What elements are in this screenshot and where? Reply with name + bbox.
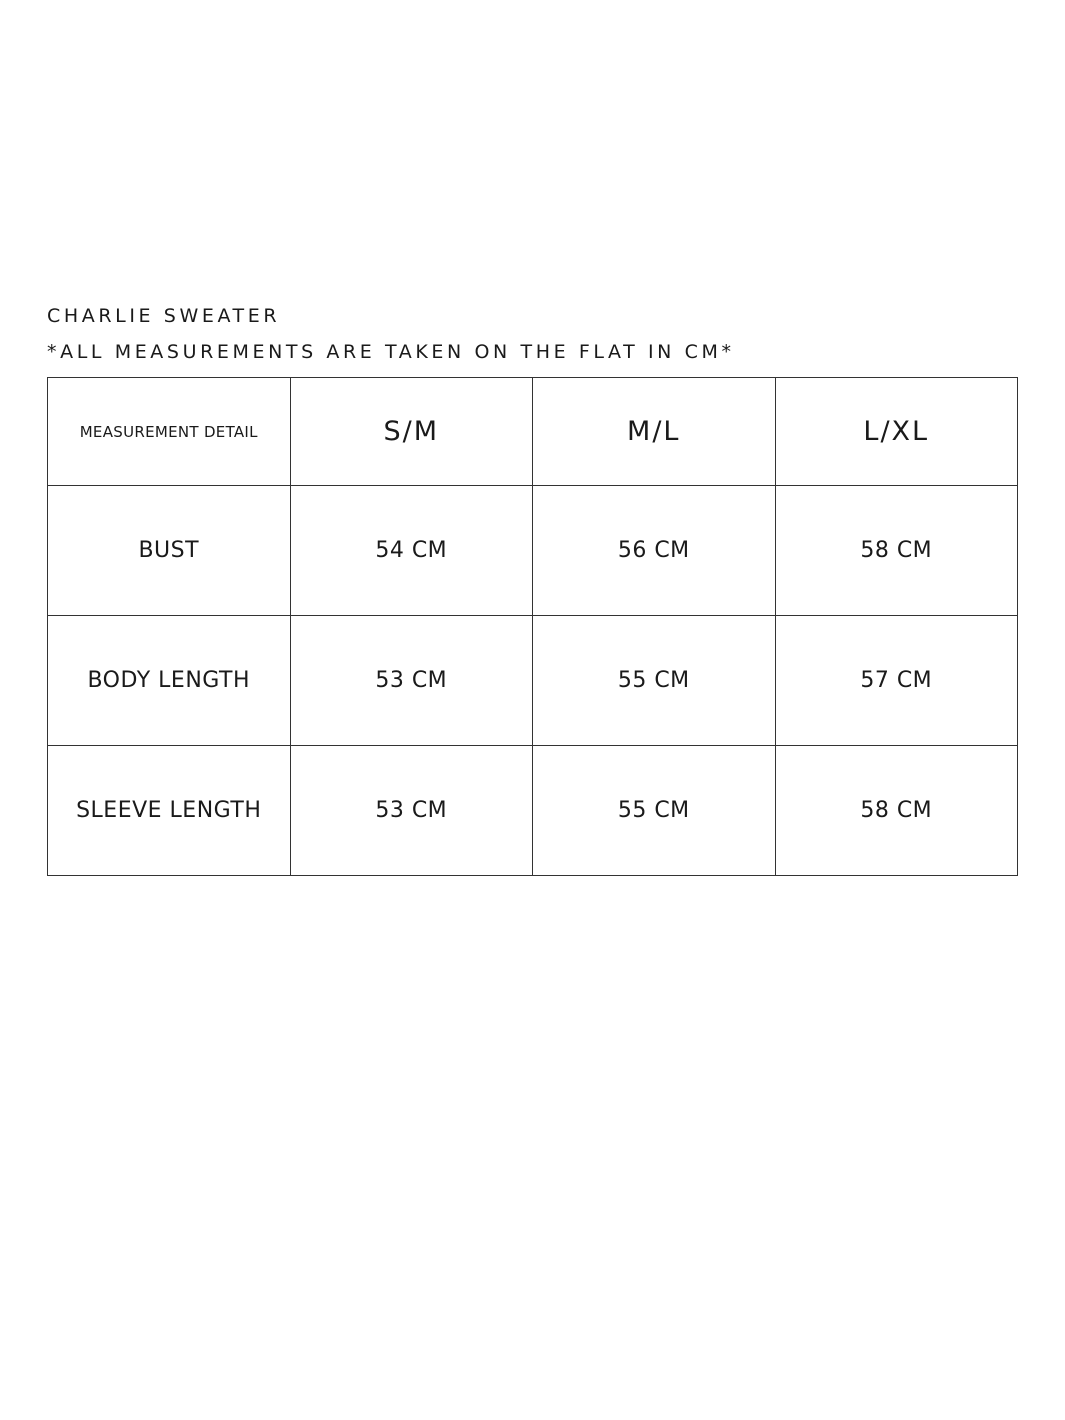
measurement-note: *ALL MEASUREMENTS ARE TAKEN ON THE FLAT IN CM*	[47, 341, 735, 363]
table-cell: 58 CM	[775, 746, 1018, 876]
table-cell: 57 CM	[775, 616, 1018, 746]
header-measurement-detail: MEASUREMENT DETAIL	[48, 378, 291, 486]
table-row	[48, 486, 1018, 616]
header-size-lxl: L/XL	[775, 378, 1018, 486]
table-cell: 55 CM	[533, 616, 776, 746]
table-header-row	[48, 378, 1018, 486]
table-cell: 54 CM	[290, 486, 533, 616]
table-cell: 56 CM	[533, 486, 776, 616]
table-cell: 58 CM	[775, 486, 1018, 616]
table-cell: 53 CM	[290, 746, 533, 876]
row-label-bust: BUST	[48, 486, 291, 616]
table-cell: 53 CM	[290, 616, 533, 746]
page-title: CHARLIE SWEATER	[47, 305, 281, 327]
size-chart-table	[47, 377, 1018, 876]
header-size-ml: M/L	[533, 378, 776, 486]
table-cell: 55 CM	[533, 746, 776, 876]
table-row	[48, 746, 1018, 876]
row-label-sleeve-length: SLEEVE LENGTH	[48, 746, 291, 876]
table-row	[48, 616, 1018, 746]
row-label-body-length: BODY LENGTH	[48, 616, 291, 746]
header-size-sm: S/M	[290, 378, 533, 486]
